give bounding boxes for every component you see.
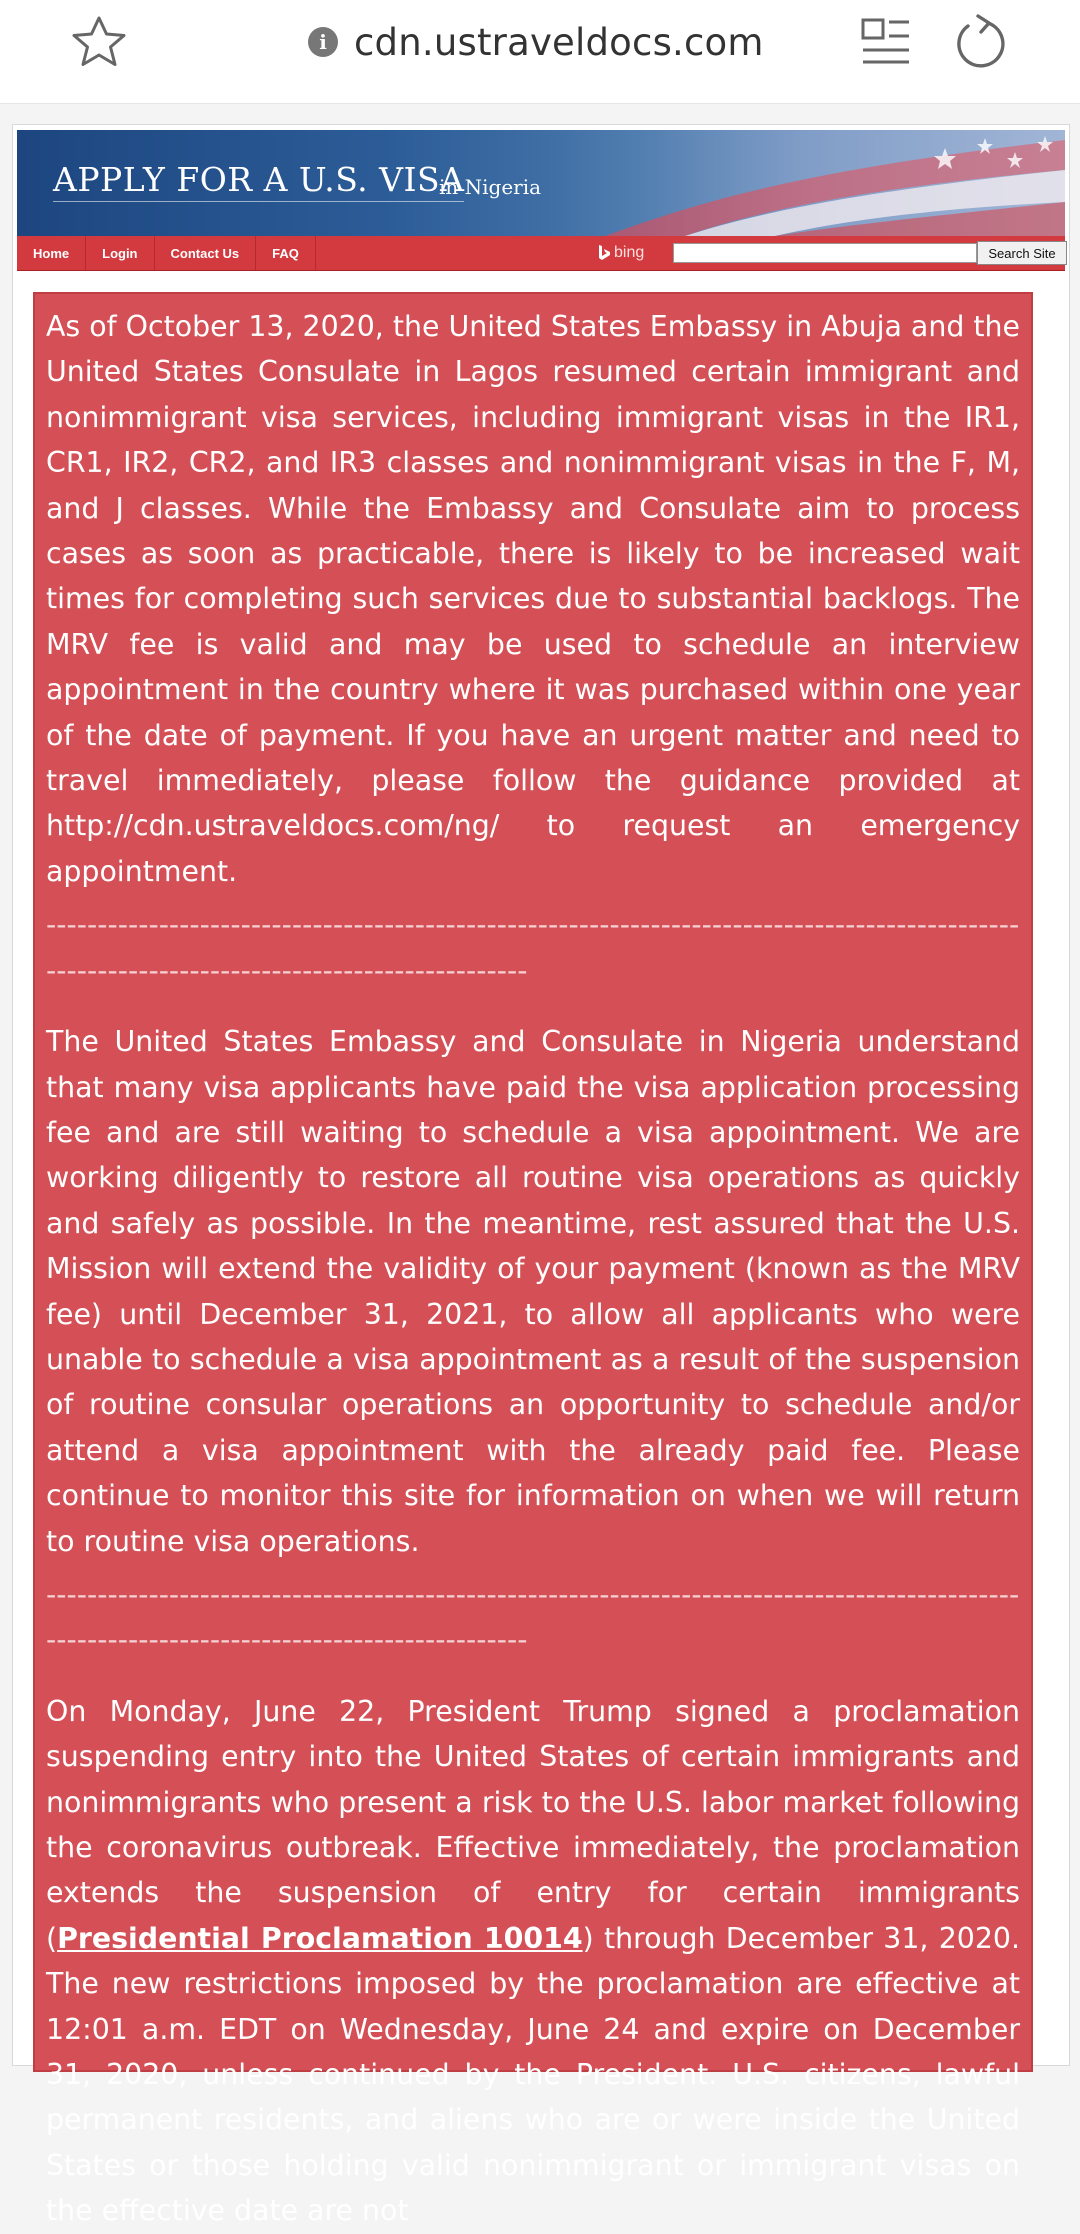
separator-line: ---------------------------------------------------------------------------------------------------------------------------------------------- [46, 1577, 1020, 1657]
reader-mode-icon[interactable] [855, 12, 917, 74]
site-title: APPLY FOR A U.S. VISA [53, 160, 464, 202]
notice-paragraph-1: As of October 13, 2020, the United States Embassy in Abuja and the United States Consulate in Lagos resumed certain immigrant and nonimmigrant visa services, including immigrant visas in the IR1, CR1, IR2, CR2, and IR3 classes and nonimmigrant visas in the F, M, and J classes. While the Embassy and Consulate aim to process cases as soon as practicable, there is likely to be increased wait times for completing such services due to substantial backlogs. The MRV fee is valid and may be used to schedule an interview appointment in the country where it was purchased within one year of the date of payment. If you have an urgent matter and need to travel immediately, please follow the guidance provided at http://cdn.ustraveldocs.com/ng/ to request an emergency appointment. [46, 310, 1020, 888]
bing-label: bing [614, 244, 645, 261]
nav-login[interactable]: Login [86, 236, 154, 270]
flag-decoration [545, 130, 1065, 236]
proclamation-link[interactable]: Presidential Proclamation 10014 [57, 1921, 583, 1955]
site-subtitle: in Nigeria [439, 175, 542, 199]
bing-logo [597, 242, 644, 264]
star-icon[interactable] [68, 12, 130, 74]
url-text[interactable]: cdn.ustraveldocs.com [354, 20, 764, 64]
nav-contact-us[interactable]: Contact Us [155, 236, 257, 270]
notice-paragraph-3 [46, 1689, 1020, 2234]
reload-icon[interactable] [948, 12, 1010, 74]
search-input[interactable] [673, 243, 977, 263]
bing-icon [597, 244, 611, 262]
web-page [12, 124, 1070, 2228]
nav-bar [17, 236, 1065, 271]
covid-notice [33, 292, 1033, 2228]
info-icon[interactable]: i [308, 27, 338, 57]
nav-home[interactable]: Home [17, 236, 86, 270]
search-site-button[interactable]: Search Site [977, 241, 1067, 265]
nav-faq[interactable]: FAQ [256, 236, 316, 270]
browser-toolbar [0, 0, 1080, 104]
site-banner [17, 130, 1065, 236]
notice-paragraph-2: The United States Embassy and Consulate in Nigeria understand that many visa applicants have paid the visa application processing fee and are still waiting to schedule a visa appointment. We are working diligently to restore all routine visa operations as quickly and safely as possible. In the meantime, rest assured that the U.S. Mission will extend the validity of your payment (known as the MRV fee) until December 31, 2021, to allow all applicants who were unable to schedule a visa appointment as a result of the suspension of routine consular operations an opportunity to schedule and/or attend a visa appointment with the already paid fee. Please continue to monitor this site for information on when we will return to routine visa operations. [46, 1025, 1020, 1558]
paragraph-3-text: On Monday, June 22, President Trump signed a proclamation suspending entry into the United States of certain immigrants and nonimmigrants who present a risk to the U.S. labor market following the coronavirus outbreak. Effective immediately, the proclamation extends the suspension of entry for certain immigrants ( [46, 1694, 1020, 1955]
separator-line: ---------------------------------------------------------------------------------------------------------------------------------------------- [46, 908, 1020, 987]
address-bar[interactable] [308, 18, 764, 66]
paragraph-3-text-cont: ) through December 31, 2020. The new restrictions imposed by the proclamation are effective at 12:01 a.m. EDT on Wednesday, June 24 and expire on December 31, 2020, unless continued by the President. U.S. citizens, lawful permanent residents, and aliens who are or were inside the United States or those holding valid nonimmigrant or immigrant visas on the effective date are not [46, 1921, 1021, 2228]
